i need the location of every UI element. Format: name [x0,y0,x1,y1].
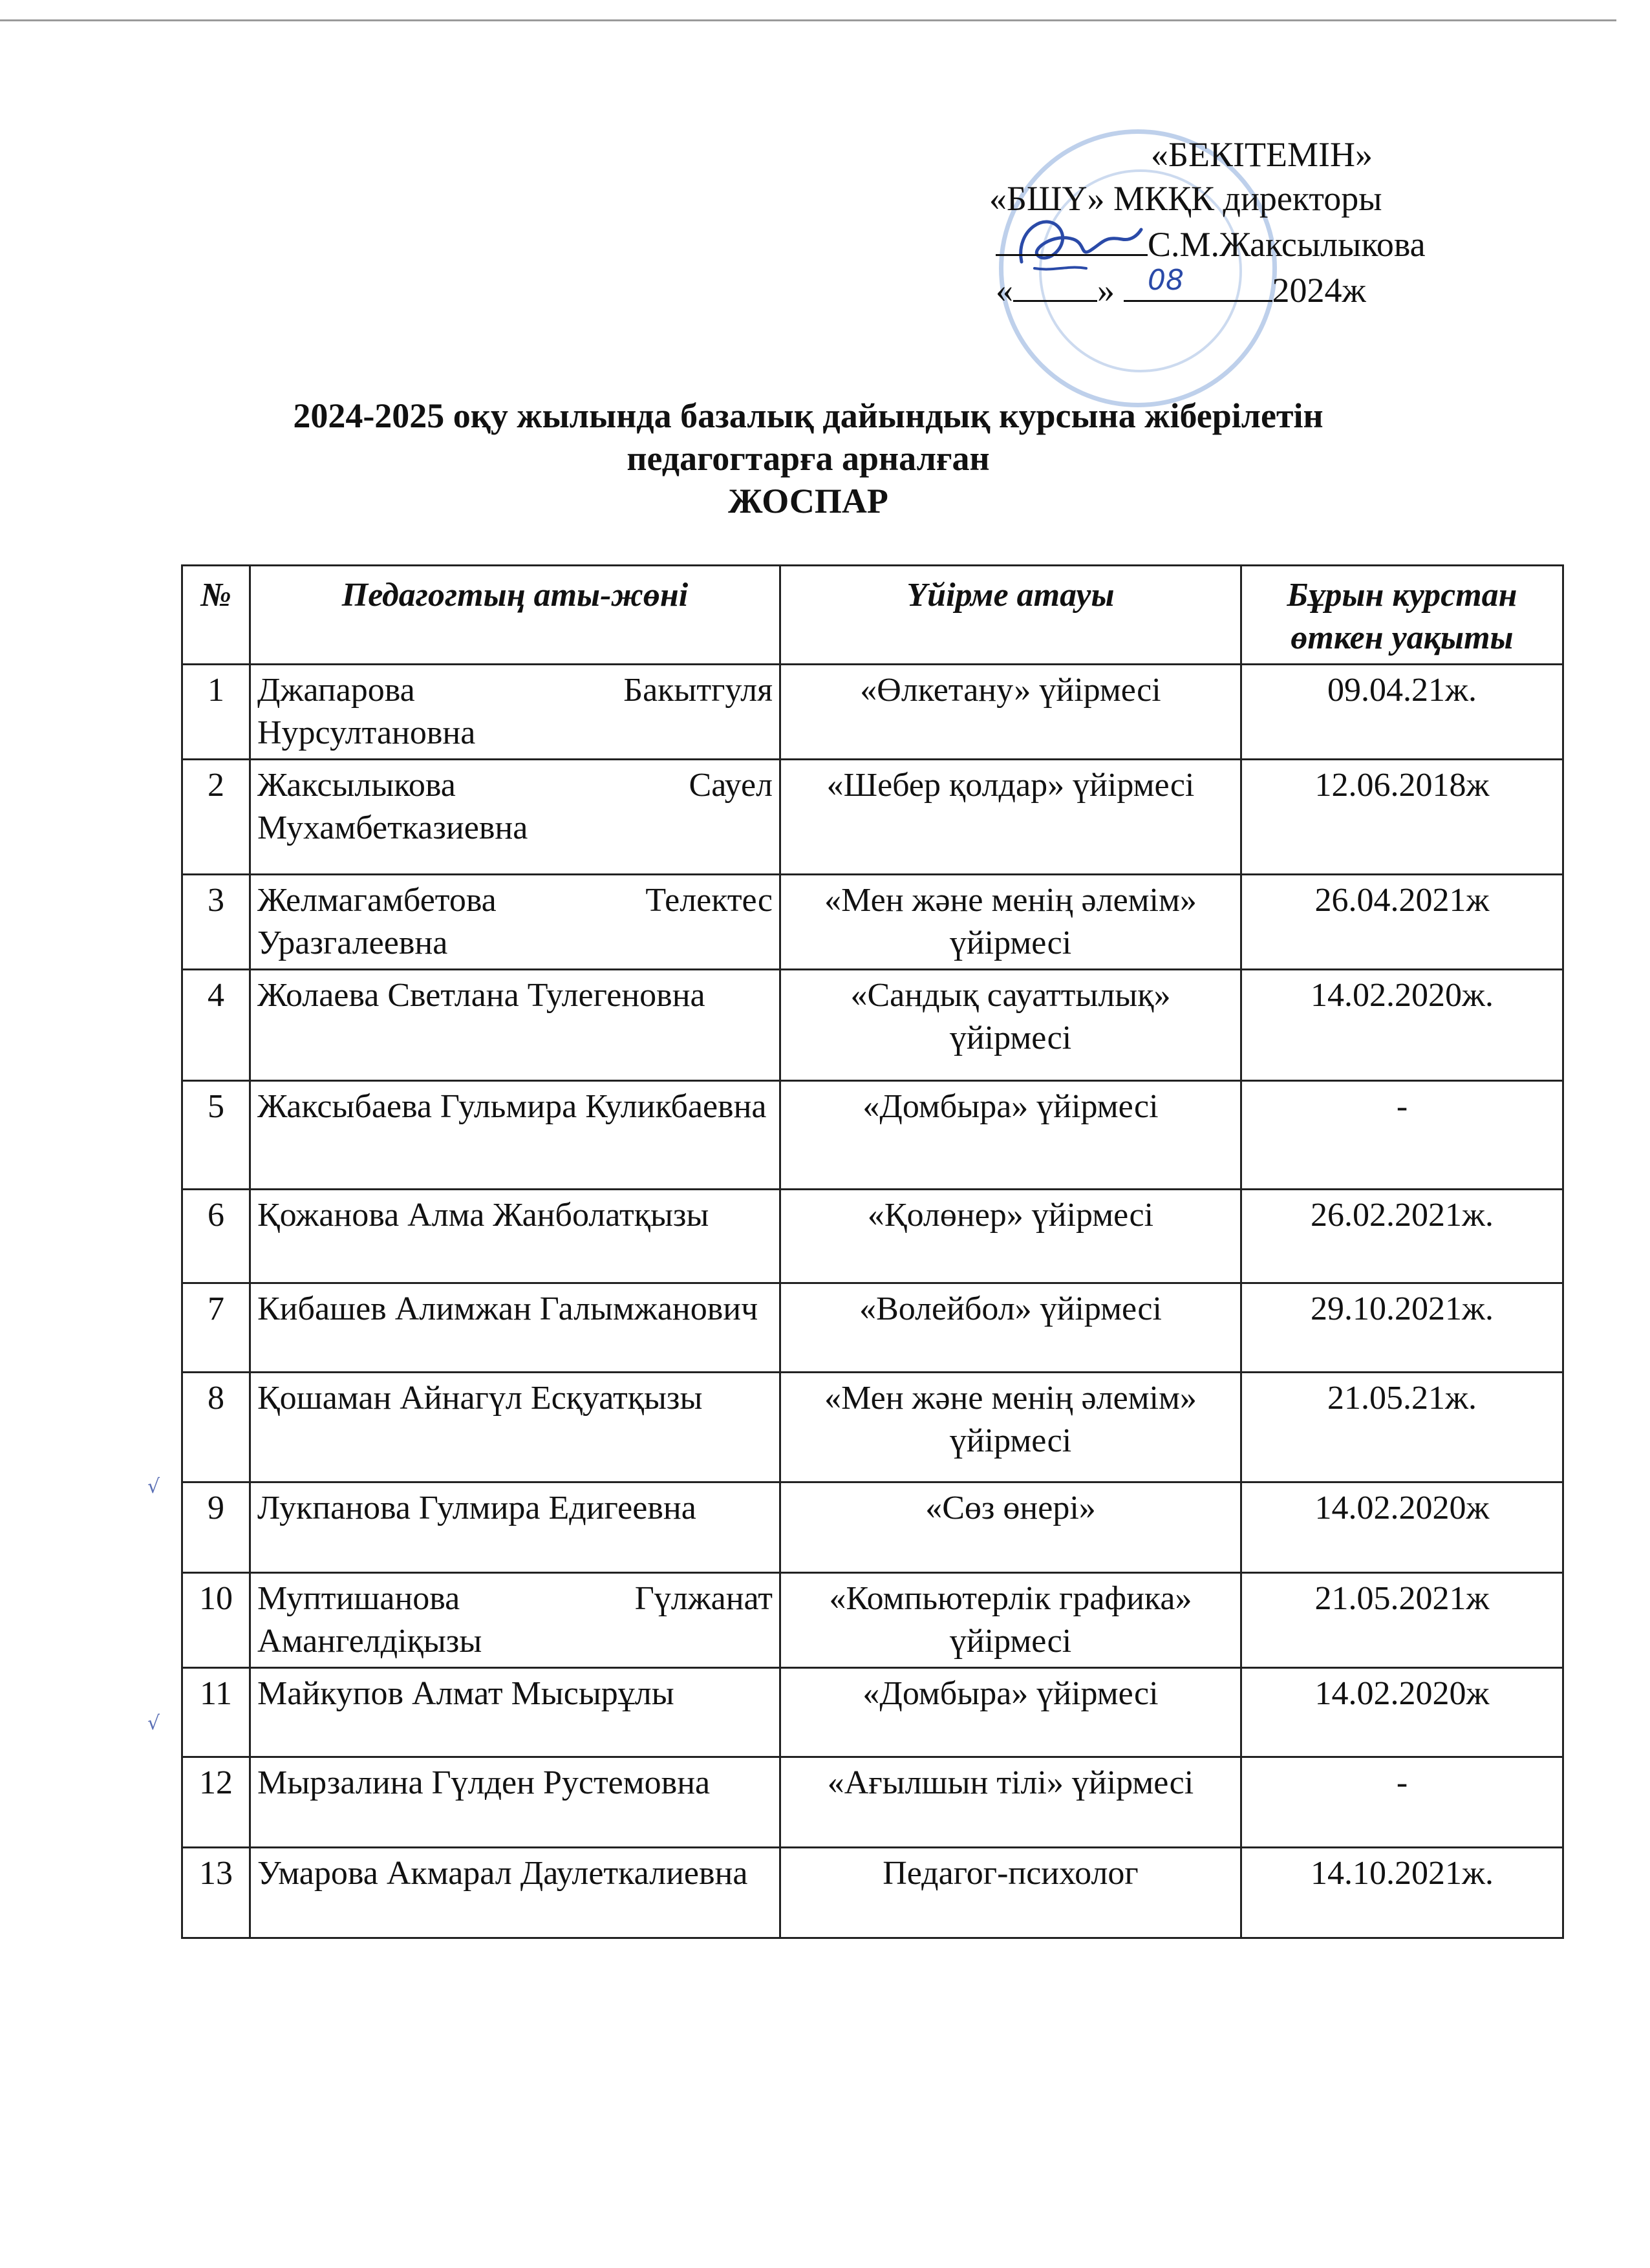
table-row [182,665,1563,760]
row-number: 10 [182,1573,250,1668]
row-number: 6 [182,1190,250,1283]
teachers-plan-table [181,564,1564,1939]
club-name: «Волейбол» үйірмесі [780,1283,1241,1373]
teacher-name: Қошаман Айнагүл Есқуатқызы [250,1373,780,1482]
club-name: «Ағылшын тілі» үйірмесі [780,1757,1241,1848]
approval-block [970,133,1552,312]
approval-year: 2024ж [1272,271,1366,310]
row-number: 5 [182,1081,250,1190]
approval-signature-line [970,220,1552,266]
club-name: «Мен және менің әлемім» үйірмесі [780,1373,1241,1482]
table-row [182,1757,1563,1848]
row-number: 9 [182,1482,250,1573]
previous-course-date: 09.04.21ж. [1241,665,1563,760]
teacher-name: Лукпанова Гулмира Едигеевна [250,1482,780,1573]
previous-course-date: 21.05.21ж. [1241,1373,1563,1482]
club-name: «Домбыра» үйірмесі [780,1668,1241,1757]
approval-heading: «БЕКІТЕМІН» [1151,135,1373,174]
row-number: 4 [182,970,250,1081]
previous-course-date: 14.02.2020ж. [1241,970,1563,1081]
handwritten-month: 08 [1148,264,1184,297]
approval-director-name: С.М.Жаксылыкова [1148,225,1426,264]
date-close-quote: » [1097,271,1115,310]
teacher-name: Желмагамбетова Телектес Уразгалеевна [250,875,780,970]
table-row [182,875,1563,970]
previous-course-date: - [1241,1757,1563,1848]
previous-course-date: 29.10.2021ж. [1241,1283,1563,1373]
table-row [182,1573,1563,1668]
teacher-name: Жаксылыкова Сауел Мухамбетказиевна [250,760,780,875]
signature-blank [996,220,1148,256]
club-name: «Сөз өнері» [780,1482,1241,1573]
header-number: № [182,566,250,665]
teacher-name: Мырзалина Гүлден Рустемовна [250,1757,780,1848]
teacher-name: Умарова Акмарал Даулеткалиевна [250,1848,780,1938]
previous-course-date: 14.02.2020ж [1241,1668,1563,1757]
previous-course-date: 21.05.2021ж [1241,1573,1563,1668]
title-line-3: ЖОСПАР [728,482,888,520]
row-number: 13 [182,1848,250,1938]
title-line-1: 2024-2025 оқу жылында базалық дайындық курсына жіберілетін [293,396,1323,435]
checkmark-icon: √ [147,1475,160,1498]
page-top-rule [0,19,1616,21]
previous-course-date: 12.06.2018ж [1241,760,1563,875]
row-number: 7 [182,1283,250,1373]
club-name: «Компьютерлік графика» үйірмесі [780,1573,1241,1668]
table-row [182,1848,1563,1938]
row-number: 8 [182,1373,250,1482]
previous-course-date: - [1241,1081,1563,1190]
club-name: «Қолөнер» үйірмесі [780,1190,1241,1283]
checkmark-icon: √ [147,1712,160,1735]
header-club-name: Үйірме атауы [780,566,1241,665]
header-previous-course-date: Бұрын курстан өткен уақыты [1241,566,1563,665]
club-name: «Өлкетану» үйірмесі [780,665,1241,760]
table-row [182,1190,1563,1283]
month-blank [1124,266,1272,302]
table-row [182,1668,1563,1757]
table-row [182,1081,1563,1190]
date-open-quote: « [996,271,1013,310]
row-number: 12 [182,1757,250,1848]
table-header-row [182,566,1563,665]
table-body [182,665,1563,1938]
teacher-name: Жолаева Светлана Тулегеновна [250,970,780,1081]
title-line-2: педагогтарға арналған [627,439,990,478]
table-row [182,970,1563,1081]
table-row [182,1482,1563,1573]
previous-course-date: 26.02.2021ж. [1241,1190,1563,1283]
row-number: 2 [182,760,250,875]
row-number: 1 [182,665,250,760]
teacher-name: Қожанова Алма Жанболатқызы [250,1190,780,1283]
club-name: «Домбыра» үйірмесі [780,1081,1241,1190]
row-number: 3 [182,875,250,970]
club-name: Педагог-психолог [780,1848,1241,1938]
document-title [129,394,1487,522]
teacher-name: Кибашев Алимжан Галымжанович [250,1283,780,1373]
approval-date-line [970,266,1552,312]
table-row [182,1373,1563,1482]
teacher-name: Майкупов Алмат Мысырұлы [250,1668,780,1757]
table-row [182,760,1563,875]
club-name: «Шебер қолдар» үйірмесі [780,760,1241,875]
club-name: «Мен және менің әлемім» үйірмесі [780,875,1241,970]
approval-position: «БШҮ» МКҚК директоры [989,179,1382,218]
table-row [182,1283,1563,1373]
previous-course-date: 14.02.2020ж [1241,1482,1563,1573]
teacher-name: Жаксыбаева Гульмира Куликбаевна [250,1081,780,1190]
teacher-name: Джапарова Бакытгуля Нурсултановна [250,665,780,760]
previous-course-date: 14.10.2021ж. [1241,1848,1563,1938]
header-teacher-name: Педагогтың аты-жөні [250,566,780,665]
previous-course-date: 26.04.2021ж [1241,875,1563,970]
day-blank [1013,266,1097,302]
club-name: «Сандық сауаттылық» үйірмесі [780,970,1241,1081]
row-number: 11 [182,1668,250,1757]
teacher-name: Муптишанова Гүлжанат Амангелдіқызы [250,1573,780,1668]
